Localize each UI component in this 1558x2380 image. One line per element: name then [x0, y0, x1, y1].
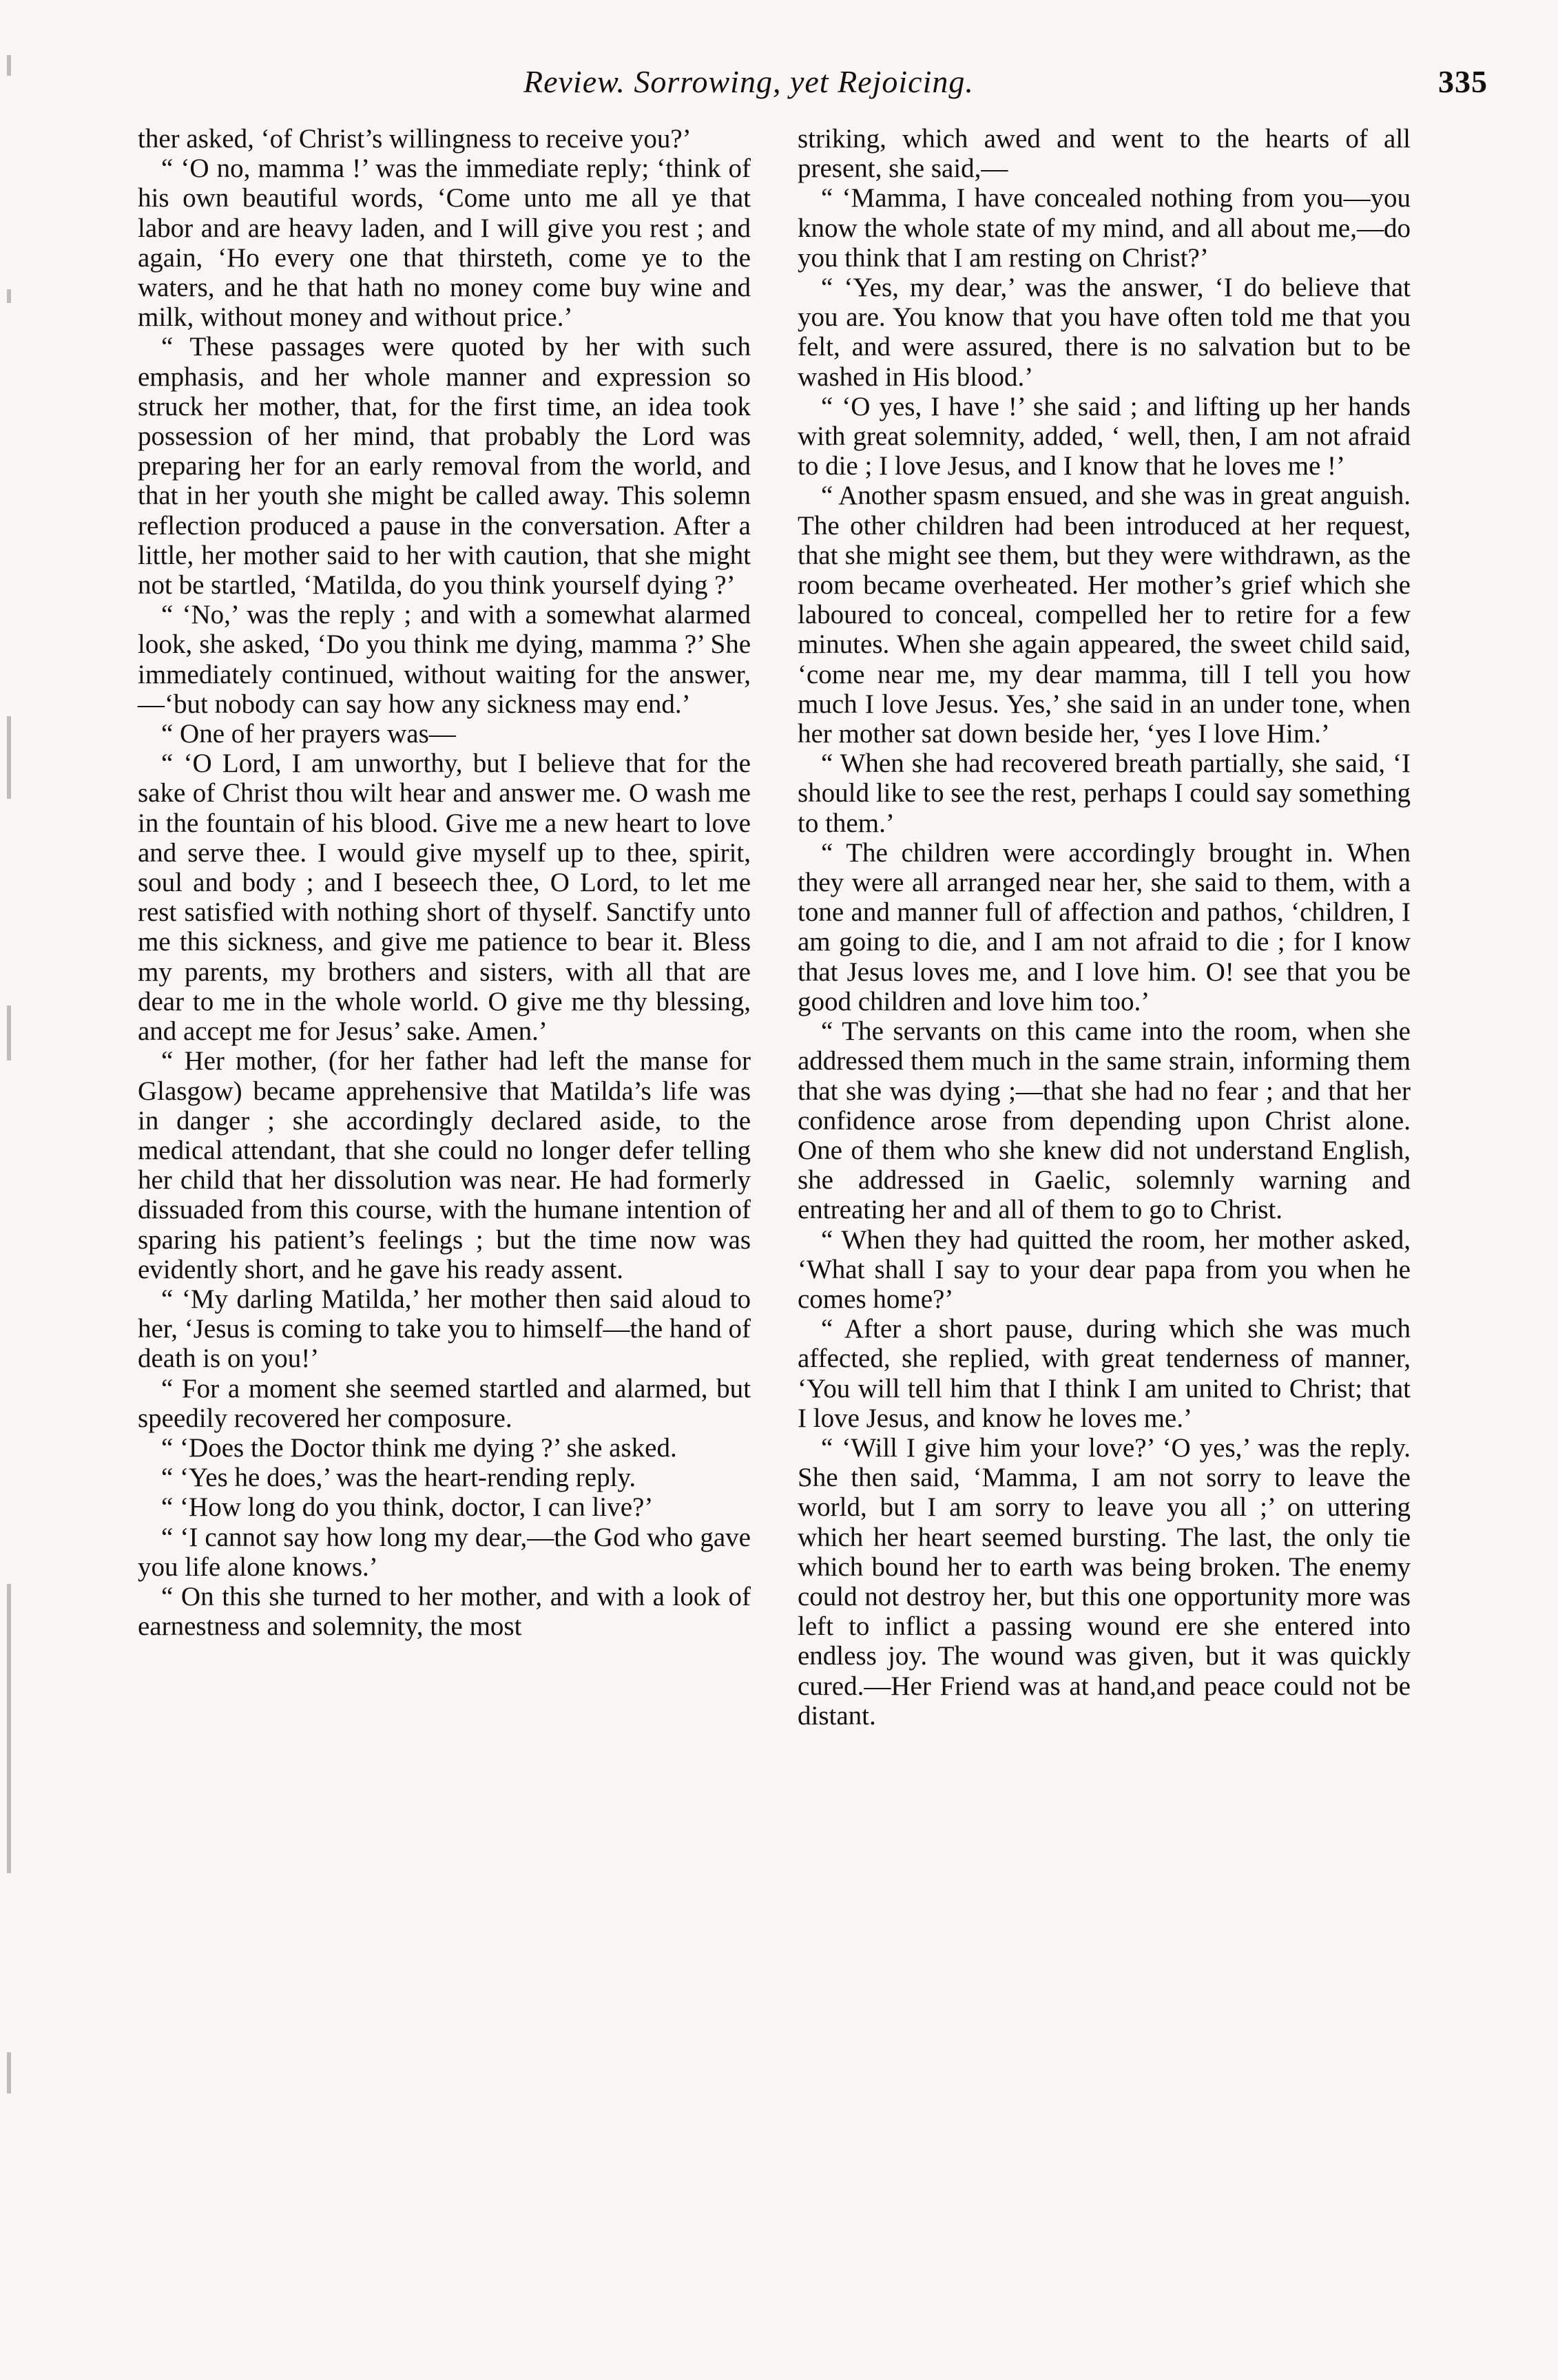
paragraph: “ When she had recovered breath partially, she said, ‘I should like to see the rest, perhaps I could say something to them.’ — [798, 749, 1411, 838]
paragraph: “ ‘I cannot say how long my dear,—the God who gave you life alone knows.’ — [138, 1522, 751, 1582]
paragraph: ther asked, ‘of Christ’s willingness to receive you?’ — [138, 124, 692, 154]
paragraph: “ For a moment she seemed startled and alarmed, but speedily recovered her composure. — [138, 1373, 751, 1433]
paragraph: “ ‘O yes, I have !’ she said ; and lifting up her hands with great solemnity, added, ‘ well, then, I am not afraid to die ; I love Jesus, and I know that he loves me !’ — [798, 391, 1411, 481]
paragraph: “ ‘Will I give him your love?’ ‘O yes,’ was the reply. She then said, ‘Mamma, I am not sorry to leave the world, but I am sorry to leave you all ;’ on uttering which her heart seemed bursting. The last, the only tie which bound her to earth was being broken. The enemy could not destroy her, but this one opportunity more was left to inflict a passing wound ere she entered into endless joy. The wound was given, but it was quickly cured.—Her Friend was at hand,and peace could not be distant. — [798, 1432, 1411, 1731]
paragraph: “ ‘My darling Matilda,’ her mother then said aloud to her, ‘Jesus is coming to take you to himself—the hand of death is on you!’ — [138, 1284, 751, 1374]
left-margin-scan-marks — [0, 41, 28, 2314]
paragraph: “ ‘How long do you think, doctor, I can live?’ — [161, 1492, 654, 1523]
paragraph: “ The children were accordingly brought in. When they were all arranged near her, she said to them, with a tone and manner full of affection and pathos, ‘children, I am going to die, and I am not afraid to die ; for I know that Jesus loves me, and I love him. O! see that you be good children and love him too.’ — [798, 837, 1411, 1016]
paragraph: “ ‘Does the Doctor think me dying ?’ she asked. — [161, 1432, 677, 1463]
paragraph: “ After a short pause, during which she was much affected, she replied, with great tenderness of manner, ‘You will tell him that I think I am united to Christ; that I love Jesus, and know he loves me.’ — [798, 1314, 1411, 1433]
paragraph: “ ‘O Lord, I am unworthy, but I believe that for the sake of Christ thou wilt hear and answer me. O wash me in the fountain of his blood. Give me a new heart to love and serve thee. I would give myself up to thee, spirit, soul and body ; and I beseech thee, O Lord, to let me rest satisfied with nothing short of thyself. Sanctify unto me this sickness, and give me patience to bear it. Bless my parents, my brothers and sisters, with all that are dear to me in the whole world. O give me thy blessing, and accept me for Jesus’ sake. Amen.’ — [138, 749, 751, 1047]
paragraph: “ ‘Mamma, I have concealed nothing from you—you know the whole state of my mind, and all about me,—do you think that I am resting on Christ?’ — [798, 183, 1411, 273]
scan-mark — [7, 1005, 11, 1061]
scan-mark — [7, 716, 11, 799]
paragraph: “ When they had quitted the room, her mother asked, ‘What shall I say to your dear papa from you when he comes home?’ — [798, 1224, 1411, 1314]
paragraph: “ ‘Yes, my dear,’ was the answer, ‘I do believe that you are. You know that you have often told me that you felt, and were assured, there is no salvation but to be washed in His blood.’ — [798, 273, 1411, 392]
paragraph: “ The servants on this came into the room, when she addressed them much in the same strain, informing them that she was dying ;—that she had no fear ; and that her confidence arose from depending upon Christ alone. One of them who she knew did not understand English, she addressed in Gaelic, solemnly warning and entreating her and all of them to go to Christ. — [798, 1016, 1411, 1225]
right-column — [798, 124, 1411, 1731]
paragraph: striking, which awed and went to the hearts of all present, she said,— — [798, 124, 1411, 184]
paragraph: “ ‘No,’ was the reply ; and with a somewhat alarmed look, she asked, ‘Do you think me dying, mamma ?’ She immediately continued, without waiting for the answer,—‘but nobody can say how any sickness may end.’ — [138, 600, 751, 719]
page-number: 335 — [1438, 64, 1488, 99]
scan-mark — [7, 2052, 11, 2094]
paragraph: “ Another spasm ensued, and she was in great anguish. The other children had been introduced at her request, that she might see them, but they were withdrawn, as the room became overheated. Her mother’s grief which she laboured to conceal, compelled her to retire for a few minutes. When she again appeared, the sweet child said, ‘come near me, my dear mamma, till I tell you how much I love Jesus. Yes,’ she said in an under tone, when her mother sat down beside her, ‘yes I love Him.’ — [798, 481, 1411, 749]
paragraph: “ ‘O no, mamma !’ was the immediate reply; ‘think of his own beautiful words, ‘Come unto me all ye that labor and are heavy laden, and I will give you rest ; and again, ‘Ho every one that thirsteth, come ye to the waters, and he that hath no money come buy wine and milk, without money and without price.’ — [138, 154, 751, 333]
scan-mark — [7, 289, 11, 303]
paragraph: “ On this she turned to her mother, and with a look of earnestness and solemnity, the most — [138, 1581, 751, 1642]
scan-mark — [7, 55, 11, 76]
paragraph: “ One of her prayers was— — [161, 719, 456, 749]
running-title: Review. Sorrowing, yet Rejoicing. — [523, 64, 974, 99]
running-head — [523, 63, 1488, 112]
paragraph: “ Her mother, (for her father had left the manse for Glasgow) became apprehensive that Matilda’s life was in danger ; she accordingly declared aside, to the medical attendant, that she could no longer defer telling her child that her dissolution was near. He had formerly dissuaded from this course, with the humane intention of sparing his patient’s feelings ; but the time now was evidently short, and he gave his ready assent. — [138, 1046, 751, 1284]
scan-mark — [7, 1584, 11, 1873]
left-column — [138, 124, 751, 1641]
paragraph: “ These passages were quoted by her with such emphasis, and her whole manner and expression so struck her mother, that, for the first time, an idea took possession of her mind, that probably the Lord was preparing her for an early removal from the world, and that in her youth she might be called away. This solemn reflection produced a pause in the conversation. After a little, her mother said to her with caution, that she might not be startled, ‘Matilda, do you think yourself dying ?’ — [138, 332, 751, 601]
paragraph: “ ‘Yes he does,’ was the heart-rending reply. — [161, 1463, 636, 1493]
